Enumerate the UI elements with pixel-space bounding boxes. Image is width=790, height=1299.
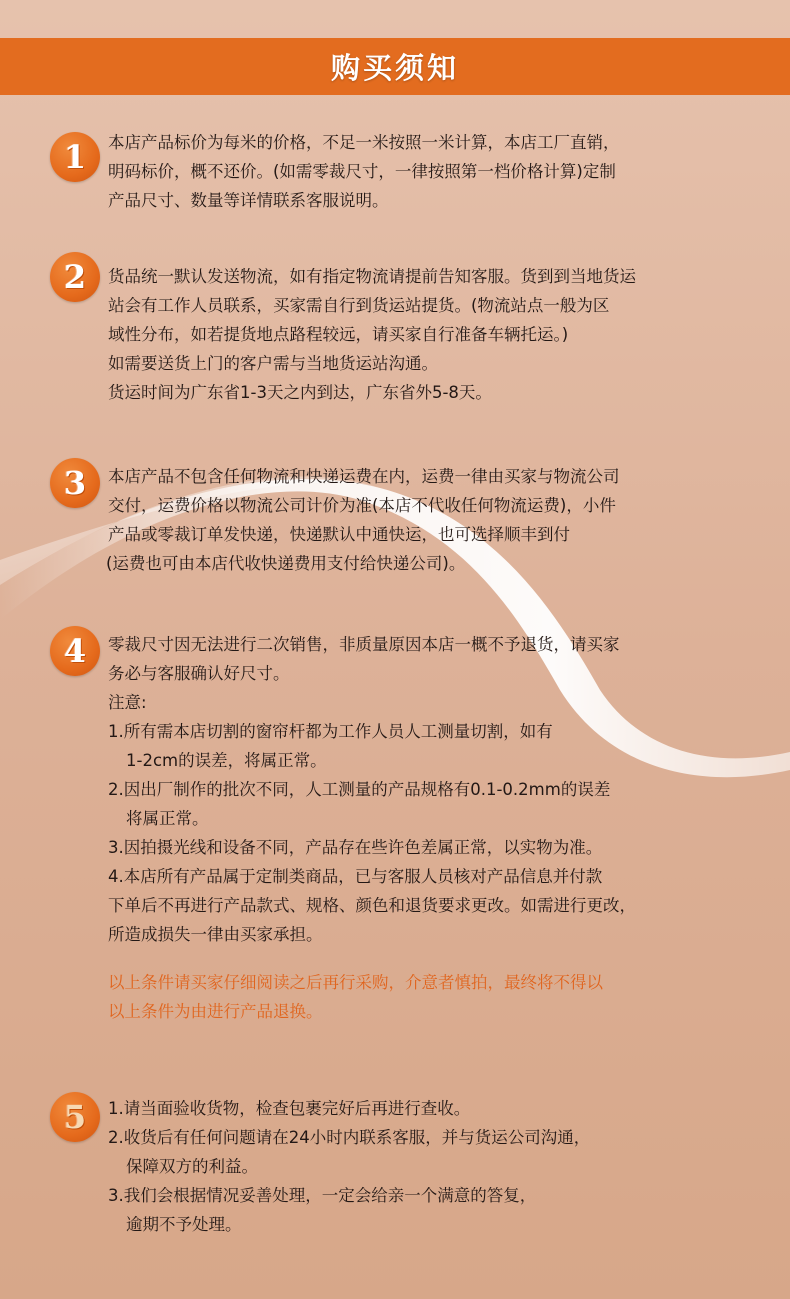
text-line: 本店产品标价为每米的价格，不足一米按照一米计算，本店工厂直销，: [108, 133, 620, 152]
text-line: 3.因拍摄光线和设备不同，产品存在些许色差属正常，以实物为准。: [108, 838, 603, 857]
text-line: 零裁尺寸因无法进行二次销售，非质量原因本店一概不予退货，请买家: [108, 635, 620, 654]
text-line: 保障双方的利益。: [126, 1157, 258, 1176]
note-line: 以上条件请买家仔细阅读之后再行采购，介意者慎拍，最终将不得以: [108, 973, 603, 992]
text-line: 1-2cm的误差，将属正常。: [126, 751, 327, 770]
text-line: 3.我们会根据情况妥善处理，一定会给亲一个满意的答复，: [108, 1186, 537, 1205]
text-line: 务必与客服确认好尺寸。: [108, 664, 290, 683]
number-badge: [50, 252, 100, 302]
text-line: 产品或零裁订单发快递，快递默认中通快运，也可选择顺丰到付: [108, 525, 570, 544]
number-badge: [50, 132, 100, 182]
badge-number: 2: [63, 258, 87, 296]
section-text: [108, 630, 750, 949]
text-line: 2.收货后有任何问题请在24小时内联系客服，并与货运公司沟通，: [108, 1128, 591, 1147]
note-line: 以上条件为由进行产品退换。: [108, 1002, 323, 1021]
header-banner: [0, 38, 790, 95]
text-line: 站会有工作人员联系，买家需自行到货运站提货。(物流站点一般为区: [108, 296, 610, 315]
text-line: 域性分布，如若提货地点路程较远，请买家自行准备车辆托运。): [108, 325, 569, 344]
number-badge: [50, 626, 100, 676]
warning-note: [108, 968, 750, 1026]
section-text: [108, 128, 750, 215]
badge-number: 5: [63, 1098, 87, 1136]
text-line: 如需要送货上门的客户需与当地货运站沟通。: [108, 354, 438, 373]
number-badge: [50, 1092, 100, 1142]
badge-number: 1: [63, 138, 87, 176]
text-line: 逾期不予处理。: [126, 1215, 242, 1234]
text-line: 产品尺寸、数量等详情联系客服说明。: [108, 191, 389, 210]
text-line: 货品统一默认发送物流，如有指定物流请提前告知客服。货到到当地货运: [108, 267, 636, 286]
text-line: 4.本店所有产品属于定制类商品，已与客服人员核对产品信息并付款: [108, 867, 603, 886]
text-line: 1.请当面验收货物，检查包裹完好后再进行查收。: [108, 1099, 471, 1118]
text-line: (运费也可由本店代收快递费用支付给快递公司)。: [106, 554, 466, 573]
badge-number: 4: [63, 632, 87, 670]
text-line: 所造成损失一律由买家承担。: [108, 925, 323, 944]
text-line: 本店产品不包含任何物流和快递运费在内，运费一律由买家与物流公司: [108, 467, 620, 486]
number-badge: [50, 458, 100, 508]
text-line: 下单后不再进行产品款式、规格、颜色和退货要求更改。如需进行更改，: [108, 896, 636, 915]
text-line: 注意:: [108, 693, 147, 712]
text-line: 1.所有需本店切割的窗帘杆都为工作人员人工测量切割，如有: [108, 722, 553, 741]
text-line: 货运时间为广东省1-3天之内到达，广东省外5-8天。: [108, 383, 492, 402]
section-text: [108, 1094, 750, 1239]
badge-number: 3: [63, 464, 87, 502]
text-line: 明码标价，概不还价。(如需零裁尺寸，一律按照第一档价格计算)定制: [108, 162, 616, 181]
section-text: [108, 462, 750, 578]
text-line: 交付，运费价格以物流公司计价为准(本店不代收任何物流运费)，小件: [108, 496, 616, 515]
text-line: 将属正常。: [126, 809, 209, 828]
section-text: [108, 262, 750, 407]
page-title: 购买须知: [330, 51, 459, 85]
text-line: 2.因出厂制作的批次不同，人工测量的产品规格有0.1-0.2mm的误差: [108, 780, 611, 799]
